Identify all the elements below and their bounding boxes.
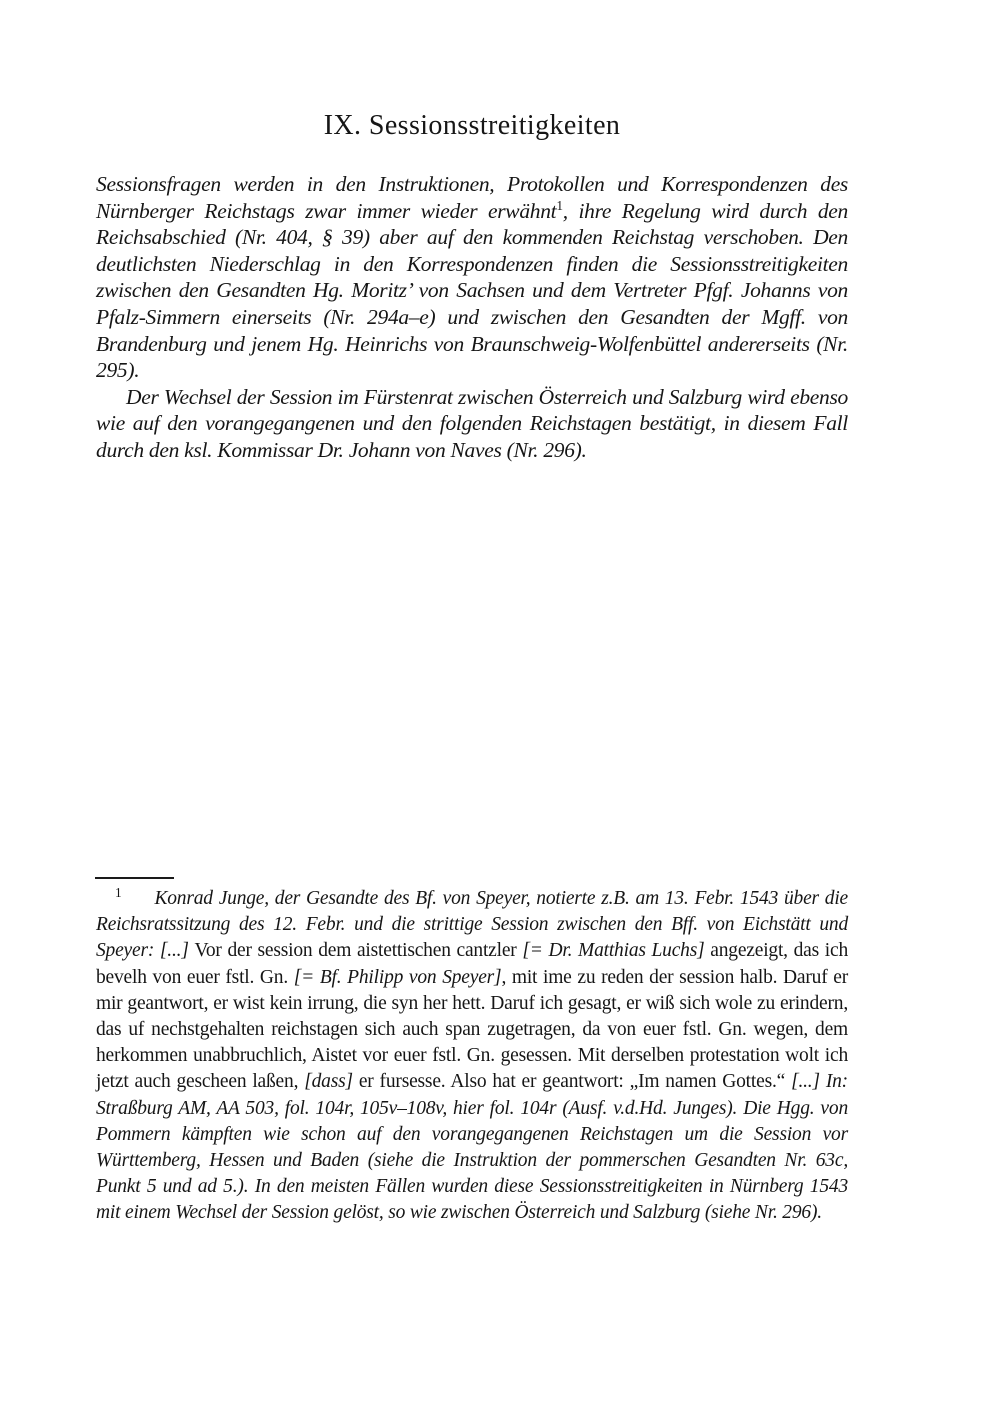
- footnote-segment: er fursesse. Also hat er geantwort: „Im namen Gottes.“: [358, 1071, 792, 1093]
- footnote-segment: Konrad Junge, der Gesandte des Bf. von Speyer, notierte z.B. am 13. Febr. 1543 über die Reichsratssitzung des 12. Febr. und die strittige Session zwischen den Bff. von Eichstätt und Speyer: [...]: [96, 888, 848, 962]
- intro-p1-text-after-ref: , ihre Regelung wird durch den Reichsabschied (Nr. 404, § 39) aber auf den kommenden Reichstag verschoben. Den deutlichsten Niederschlag in den Korrespondenzen finden die Sessionsstreitigkeiten zwischen den Gesandten Hg. Moritz’ von Sachsen und dem Vertreter Pfgf. Johanns von Pfalz-Simmern einerseits (Nr. 294a–e) und zwischen den Gesandten der Mgff. von Brandenburg und jenem Hg. Heinrichs von Braunschweig-Wolfenbüttel andererseits (Nr. 295).: [96, 198, 848, 383]
- footnote-marker: 1: [115, 884, 122, 900]
- footnote-segment: angezeigt, das ich bevelh von euer fstl. Gn.: [96, 940, 849, 988]
- section-heading: IX. Sessionsstreitigkeiten: [323, 110, 621, 141]
- footnote-segment: [= Dr. Matthias Luchs]: [522, 940, 711, 962]
- footnote-segment: , mit ime zu reden der session halb. Daruf er mir geantwort, er wist kein irrung, die syn her hett. Daruf ich gesagt, er wiß sich wole zu erindern, das uf nechstgehalten reichstagen sich auch span zugetragen, da von euer fstl. Gn. wegen, dem herkommen unabbruchlich, Aistet vor euer fstl. Gn. gesessen. Mit derselben protestation wolt ich jetzt auch gescheen laßen,: [96, 966, 848, 1093]
- footnote-segment: [= Bf. Philipp von Speyer]: [293, 966, 502, 988]
- footnote-reference-1: 1: [556, 197, 563, 213]
- intro-paragraph-1: [96, 171, 848, 384]
- footnote-segment: Vor der session dem aistettischen cantzler: [194, 940, 523, 962]
- intro-p1-text-before-ref: Sessionsfragen werden in den Instruktionen, Protokollen und Korrespondenzen des Nürnberger Reichstags zwar immer wieder erwähnt: [96, 172, 848, 223]
- footnote-1: [96, 886, 848, 1227]
- footnote-paragraph: [96, 886, 848, 1227]
- footnote-separator-rule: [95, 877, 174, 879]
- intro-text: [96, 171, 848, 464]
- footnote-segment: [dass]: [304, 1071, 359, 1093]
- footnote-segment: [...] In: Straßburg AM, AA 503, fol. 104r, 105v–108v, hier fol. 104r (Ausf. v.d.Hd. Junges). Die Hgg. von Pommern kämpften wie schon auf den vorangegangenen Reichstagen um die Session vor Württemberg, Hessen und Baden (siehe die Instruktion der pommerschen Gesandten Nr. 63c, Punkt 5 und ad 5.). In den meisten Fällen wurden diese Sessionsstreitigkeiten in Nürnberg 1543 mit einem Wechsel der Session gelöst, so wie zwischen Österreich und Salzburg (siehe Nr. 296).: [96, 1071, 848, 1224]
- intro-paragraph-2: Der Wechsel der Session im Fürstenrat zwischen Österreich und Salzburg wird ebenso wie auf den vorangegangenen und den folgenden Reichstagen bestätigt, in diesem Fall durch den ksl. Kommissar Dr. Johann von Naves (Nr. 296).: [96, 384, 848, 462]
